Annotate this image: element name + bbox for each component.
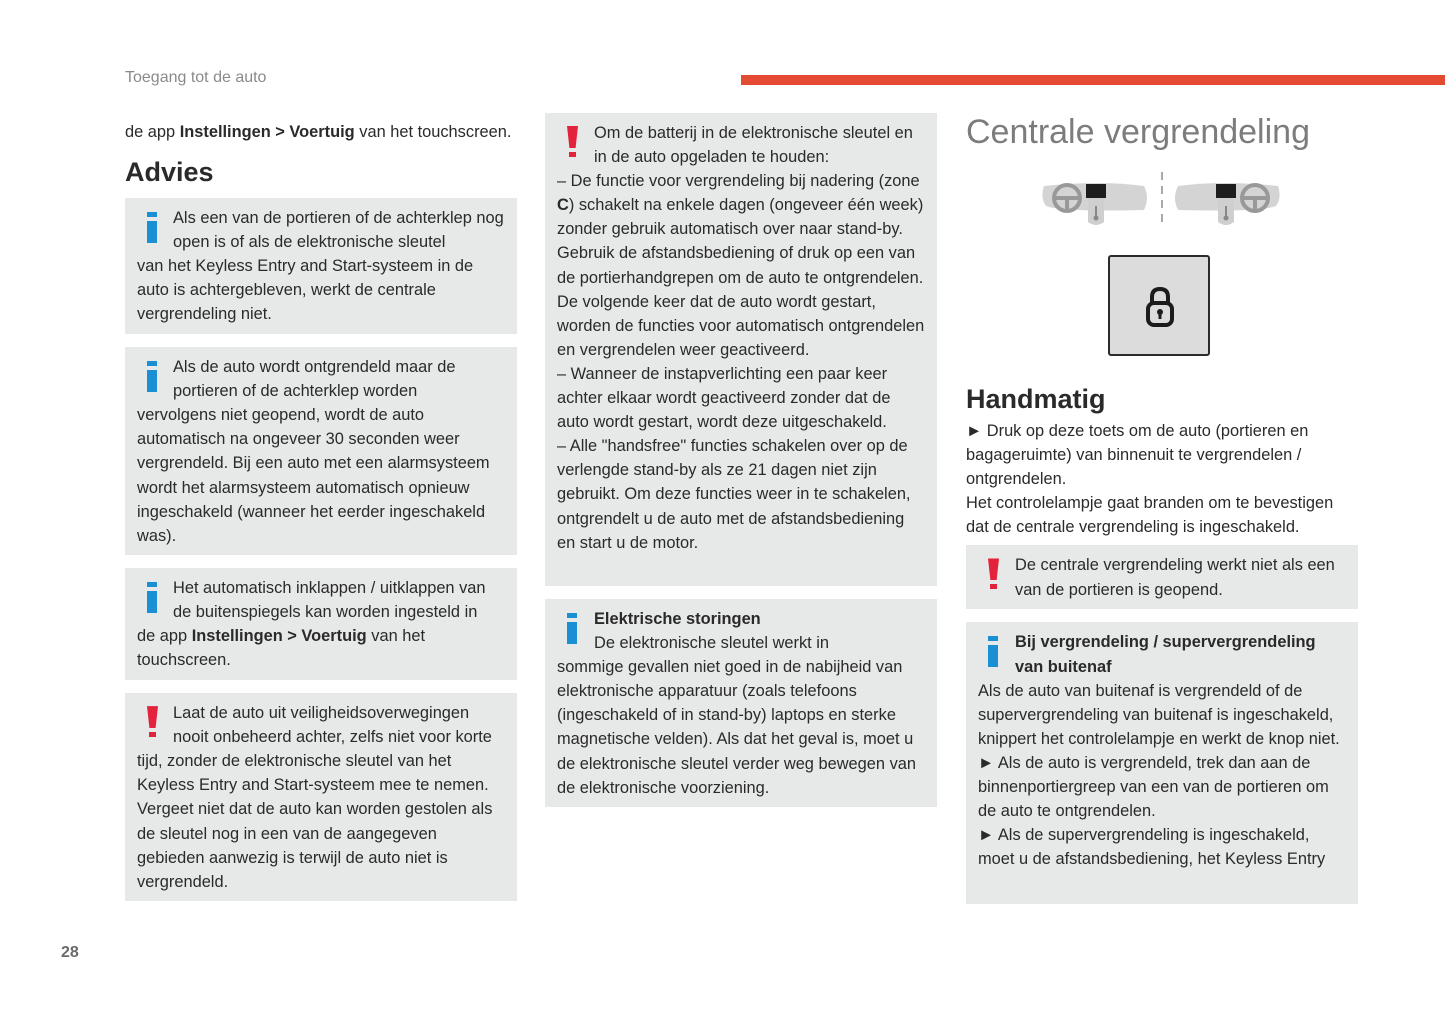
padlock-icon xyxy=(1146,286,1174,328)
central-lock-button[interactable] xyxy=(1108,255,1210,356)
warning-icon xyxy=(567,126,578,158)
info-icon xyxy=(147,361,157,392)
page-number: 28 xyxy=(61,944,79,961)
info-box-electrical-interference: Elektrische storingen De elektronische sleutel werkt in sommige gevallen niet goed in de nabijheid van elektronische apparatuur (zoals telefoons (ingeschakeld of in stand-by) laptops en sterke magnetische velden). Als dat het geval is, moet u de elektronische sleutel verder weg bewegen van de elektronische voorziening. xyxy=(545,599,937,807)
warning-box-battery: Om de batterij in de elektronische sleutel en in de auto opgeladen te houden: – De functie voor vergrendeling bij nadering (zone C) schakelt na enkele dagen (ongeveer één week) zonder gebruik automatisch over naar stand-by. Gebruik de afstandsbediening of druk op een van de portierhandgrepen om de auto te ontgrendelen. De volgende keer dat de auto wordt gestart, worden de functies voor automatisch ontgrendelen en vergrendelen weer geactiveerd. – Wanneer de instapverlichting een paar keer achter elkaar wordt geactiveerd zonder dat de auto wordt gestart, wordt deze uitgeschakeld. – Alle "handsfree" functies schakelen over op de verlengde stand-by als ze 21 dagen niet zijn gebruikt. Om deze functies weer in te schakelen, ontgrendelt u de auto met de afstandsbediening en start u de motor. xyxy=(545,113,937,586)
column-2 xyxy=(545,113,937,807)
column-1 xyxy=(125,120,517,901)
column-3 xyxy=(966,113,1358,152)
info-icon xyxy=(988,636,998,667)
info-box-doors-open: Als een van de portieren of de achterklep nog open is of als de elektronische sleutel van het Keyless Entry and Start-systeem in de auto is achtergebleven, werkt de centrale vergrendeling niet. xyxy=(125,198,517,334)
info-box-auto-relock: Als de auto wordt ontgrendeld maar de portieren of de achterklep worden vervolgens niet geopend, wordt de auto automatisch na ongeveer 30 seconden weer vergrendeld. Bij een auto met een alarmsysteem wordt het alarmsysteem automatisch opnieuw ingeschakeld (wanneer het eerder ingeschakeld was). xyxy=(125,347,517,555)
lhd-dashboard-icon xyxy=(1040,178,1152,230)
info-icon xyxy=(147,582,157,613)
divider-dashed xyxy=(1161,172,1163,228)
section-title: Toegang tot de auto xyxy=(125,69,267,86)
column-3-lower xyxy=(966,384,1358,904)
battery-item-lighting: – Wanneer de instapverlichting een paar keer achter elkaar wordt geactiveerd zonder dat de auto wordt gestart, wordt deze uitgeschakeld. xyxy=(557,364,891,432)
warning-box-unattended: Laat de auto uit veiligheidsoverwegingen nooit onbeheerd achter, zelfs niet voor korte tijd, zonder de elektronische sleutel van het Keyless Entry and Start-systeem mee te nemen. Vergeet niet dat de auto kan worden gestolen als de sleutel nog in een van de aangegeven gebieden aanwezig is terwijl de auto niet is vergrendeld. xyxy=(125,693,517,901)
intro-paragraph: de app Instellingen > Voertuig van het touchscreen. xyxy=(125,123,512,141)
manual-instruction: ► Druk op deze toets om de auto (portieren en bagageruimte) van binnenuit te vergrendelen / ontgrendelen. xyxy=(966,422,1309,489)
heading-handmatig: Handmatig xyxy=(966,384,1106,414)
indicator-explanation: Het controlelampje gaat branden om te bevestigen dat de centrale vergrendeling is ingeschakeld. xyxy=(966,494,1334,537)
info-box-exterior-locking: Bij vergrendeling / supervergrendeling van buitenaf Als de auto van buitenaf is vergrendeld of de supervergrendeling van buitenaf is ingeschakeld, knippert het controlelampje en werkt de knop niet. ► Als de auto is vergrendeld, trek dan aan de binnenportiergreep van een van de portieren om de auto te ontgrendelen. ► Als de supervergrendeling is ingeschakeld, moet u de afstandsbediening, het Keyless Entry xyxy=(966,622,1358,904)
page-title: Centrale vergrendeling xyxy=(966,113,1310,151)
rhd-dashboard-icon xyxy=(1170,178,1282,230)
info-box-mirrors: Het automatisch inklappen / uitklappen van de buitenspiegels kan worden ingesteld in de app Instellingen > Voertuig van het touchscreen. xyxy=(125,568,517,680)
warning-icon xyxy=(988,558,999,590)
info-icon xyxy=(147,212,157,243)
warning-box-door-open: De centrale vergrendeling werkt niet als een van de portieren is geopend. xyxy=(966,545,1358,609)
warning-icon xyxy=(147,706,158,738)
battery-item-handsfree: – Alle "handsfree" functies schakelen over op de verlengde stand-by als ze 21 dagen niet zijn gebruikt. Om deze functies weer in te schakelen, ontgrendelt u de auto met de afstandsbediening en start u de motor. xyxy=(557,437,911,552)
header-accent-bar xyxy=(741,75,1445,85)
info-icon xyxy=(567,613,577,644)
heading-advies: Advies xyxy=(125,157,214,188)
